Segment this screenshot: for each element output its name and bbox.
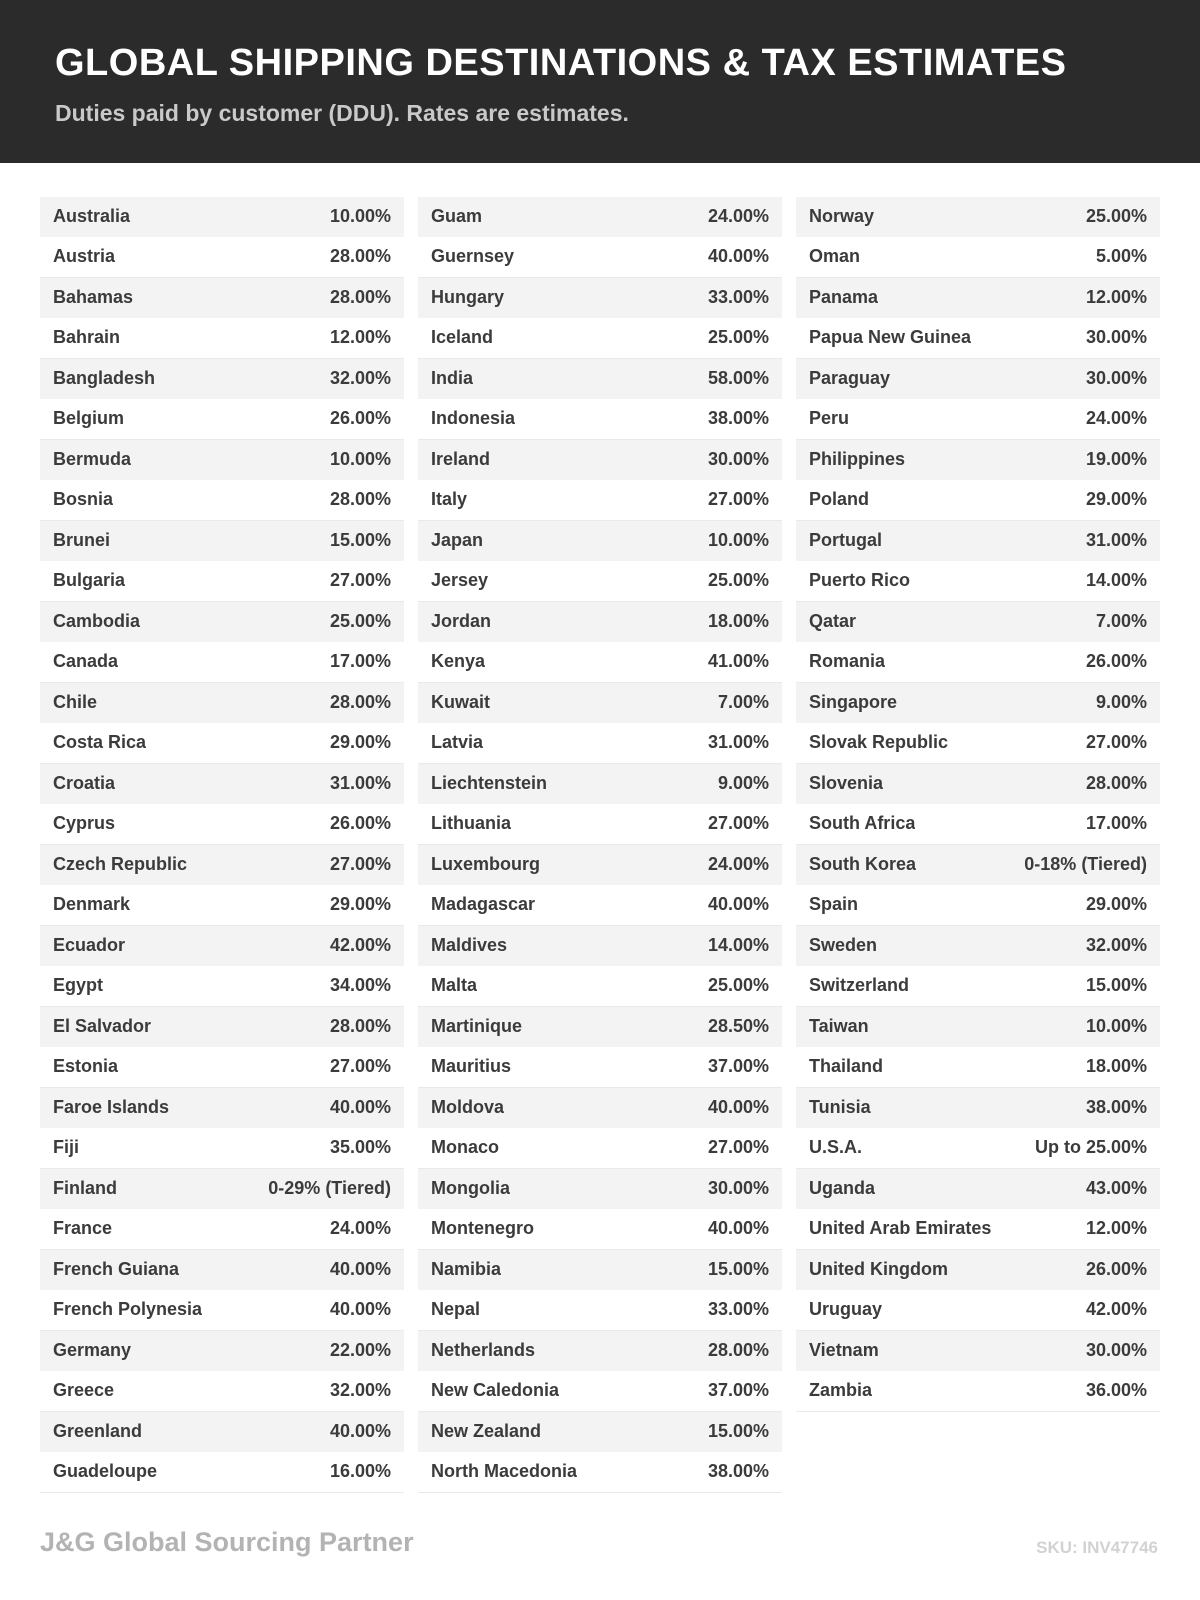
table-row	[796, 318, 1160, 359]
rate-value: 27.00%	[1085, 732, 1147, 753]
table-row	[796, 845, 1160, 886]
table-row	[40, 237, 404, 278]
rate-value: 28.00%	[329, 246, 391, 267]
rate-value: 26.00%	[329, 813, 391, 834]
page-header	[0, 0, 1200, 163]
table-row	[418, 966, 782, 1007]
table-row	[40, 197, 404, 238]
table-row	[40, 602, 404, 643]
country-name: Bulgaria	[53, 570, 126, 591]
country-name: Denmark	[53, 894, 131, 915]
country-name: U.S.A.	[809, 1137, 863, 1158]
rate-value: 31.00%	[329, 772, 391, 793]
country-name: Spain	[809, 894, 859, 915]
rate-value: 33.00%	[707, 1299, 769, 1320]
table-row	[796, 683, 1160, 724]
rate-value: 37.00%	[707, 1380, 769, 1401]
rate-value: 32.00%	[329, 367, 391, 388]
rate-value: 40.00%	[329, 1258, 391, 1279]
rate-value: 30.00%	[707, 448, 769, 469]
rate-value: 36.00%	[1085, 1380, 1147, 1401]
table-row	[796, 1209, 1160, 1250]
table-row	[40, 1047, 404, 1088]
country-name: Guam	[431, 205, 483, 226]
country-name: Mauritius	[431, 1056, 512, 1077]
country-name: Brunei	[53, 529, 111, 550]
country-name: Peru	[809, 408, 850, 429]
rate-value: 16.00%	[329, 1461, 391, 1482]
country-name: Kuwait	[431, 691, 491, 712]
table-row	[40, 359, 404, 400]
table-row	[40, 723, 404, 764]
table-row	[796, 480, 1160, 521]
rate-value: 40.00%	[329, 1096, 391, 1117]
country-name: Jersey	[431, 570, 489, 591]
rate-value: 31.00%	[1085, 529, 1147, 550]
rate-value: 17.00%	[329, 651, 391, 672]
rate-value: 10.00%	[1085, 1015, 1147, 1036]
table-row	[796, 1047, 1160, 1088]
country-name: Iceland	[431, 327, 494, 348]
table-row	[40, 1007, 404, 1048]
table-row	[418, 1007, 782, 1048]
country-name: Germany	[53, 1339, 132, 1360]
table-row	[40, 804, 404, 845]
country-name: Austria	[53, 246, 116, 267]
rate-value: 31.00%	[707, 732, 769, 753]
table-row	[418, 1290, 782, 1331]
rate-value: 35.00%	[329, 1137, 391, 1158]
table-row	[40, 1452, 404, 1493]
rate-value: 32.00%	[1085, 934, 1147, 955]
table-row	[418, 602, 782, 643]
country-name: Liechtenstein	[431, 772, 548, 793]
rate-value: 26.00%	[1085, 651, 1147, 672]
rate-value: 25.00%	[707, 327, 769, 348]
table-row	[418, 561, 782, 602]
page-title: GLOBAL SHIPPING DESTINATIONS & TAX ESTIMATES	[55, 42, 1067, 84]
rate-value: 38.00%	[707, 408, 769, 429]
country-name: Puerto Rico	[809, 570, 911, 591]
rate-value: 9.00%	[717, 772, 769, 793]
table-row	[796, 440, 1160, 481]
country-name: South Korea	[809, 853, 917, 874]
country-name: Martinique	[431, 1015, 523, 1036]
table-row	[796, 723, 1160, 764]
table-row	[418, 1128, 782, 1169]
rate-value: 29.00%	[1085, 489, 1147, 510]
table-row	[418, 642, 782, 683]
country-name: Bangladesh	[53, 367, 156, 388]
country-name: Chile	[53, 691, 98, 712]
table-row	[418, 1209, 782, 1250]
table-row	[40, 318, 404, 359]
rate-value: 28.00%	[707, 1339, 769, 1360]
rate-value: 28.50%	[707, 1015, 769, 1036]
table-row	[418, 278, 782, 319]
table-row	[418, 804, 782, 845]
table-row	[40, 1209, 404, 1250]
rate-value: 40.00%	[707, 1096, 769, 1117]
rate-column	[418, 197, 782, 1493]
country-name: Jordan	[431, 610, 492, 631]
country-name: Estonia	[53, 1056, 119, 1077]
table-row	[40, 278, 404, 319]
country-name: Mongolia	[431, 1177, 510, 1198]
rate-value: 14.00%	[1085, 570, 1147, 591]
table-row	[418, 521, 782, 562]
rate-value: 25.00%	[329, 610, 391, 631]
table-row	[796, 278, 1160, 319]
table-row	[796, 885, 1160, 926]
rate-value: 7.00%	[717, 691, 769, 712]
rate-value: Up to 25.00%	[1034, 1137, 1147, 1158]
country-name: Romania	[809, 651, 886, 672]
country-name: Poland	[809, 489, 870, 510]
table-row	[418, 440, 782, 481]
rate-value: 14.00%	[707, 934, 769, 955]
country-name: Singapore	[809, 691, 898, 712]
rate-value: 25.00%	[707, 975, 769, 996]
rate-value: 32.00%	[329, 1380, 391, 1401]
rate-value: 15.00%	[707, 1420, 769, 1441]
table-row	[418, 1250, 782, 1291]
rate-value: 26.00%	[329, 408, 391, 429]
rate-value: 40.00%	[707, 246, 769, 267]
rate-value: 27.00%	[707, 813, 769, 834]
rate-value: 17.00%	[1085, 813, 1147, 834]
table-row	[40, 642, 404, 683]
rate-value: 27.00%	[329, 1056, 391, 1077]
table-row	[40, 966, 404, 1007]
country-name: Indonesia	[431, 408, 516, 429]
table-row	[418, 1412, 782, 1453]
rate-value: 27.00%	[707, 1137, 769, 1158]
table-row	[418, 845, 782, 886]
table-row	[40, 1128, 404, 1169]
rates-table	[0, 163, 1200, 1493]
table-row	[796, 197, 1160, 238]
country-name: Nepal	[431, 1299, 481, 1320]
rate-value: 12.00%	[329, 327, 391, 348]
rate-value: 34.00%	[329, 975, 391, 996]
rate-column	[796, 197, 1160, 1412]
country-name: Maldives	[431, 934, 508, 955]
table-row	[40, 1371, 404, 1412]
table-row	[418, 480, 782, 521]
rate-value: 33.00%	[707, 286, 769, 307]
table-row	[418, 926, 782, 967]
country-name: Slovak Republic	[809, 732, 949, 753]
country-name: Netherlands	[431, 1339, 536, 1360]
rate-value: 10.00%	[707, 529, 769, 550]
country-name: Australia	[53, 205, 131, 226]
country-name: Ecuador	[53, 934, 126, 955]
country-name: Paraguay	[809, 367, 891, 388]
table-row	[40, 764, 404, 805]
country-name: Panama	[809, 286, 879, 307]
table-row	[40, 1169, 404, 1210]
country-name: United Arab Emirates	[809, 1218, 992, 1239]
country-name: Malta	[431, 975, 478, 996]
country-name: Canada	[53, 651, 119, 672]
country-name: New Caledonia	[431, 1380, 560, 1401]
rate-value: 38.00%	[707, 1461, 769, 1482]
country-name: Bahrain	[53, 327, 121, 348]
rate-value: 40.00%	[707, 1218, 769, 1239]
country-name: Kenya	[431, 651, 486, 672]
rate-value: 24.00%	[1085, 408, 1147, 429]
country-name: Uruguay	[809, 1299, 883, 1320]
table-row	[796, 1331, 1160, 1372]
country-name: Greece	[53, 1380, 115, 1401]
rate-value: 24.00%	[707, 853, 769, 874]
country-name: French Guiana	[53, 1258, 180, 1279]
table-row	[796, 1250, 1160, 1291]
page-footer	[40, 1527, 1158, 1558]
table-row	[796, 926, 1160, 967]
country-name: Czech Republic	[53, 853, 188, 874]
country-name: Slovenia	[809, 772, 884, 793]
country-name: Namibia	[431, 1258, 502, 1279]
rate-value: 43.00%	[1085, 1177, 1147, 1198]
rate-value: 41.00%	[707, 651, 769, 672]
table-row	[40, 885, 404, 926]
rate-value: 7.00%	[1095, 610, 1147, 631]
country-name: Norway	[809, 205, 875, 226]
table-row	[40, 1331, 404, 1372]
country-name: Portugal	[809, 529, 883, 550]
table-row	[40, 521, 404, 562]
rate-value: 38.00%	[1085, 1096, 1147, 1117]
table-row	[418, 399, 782, 440]
rate-column	[40, 197, 404, 1493]
country-name: Ireland	[431, 448, 491, 469]
country-name: El Salvador	[53, 1015, 152, 1036]
country-name: New Zealand	[431, 1420, 542, 1441]
country-name: Zambia	[809, 1380, 873, 1401]
table-row	[40, 845, 404, 886]
rate-value: 10.00%	[329, 448, 391, 469]
table-row	[40, 1412, 404, 1453]
rate-value: 40.00%	[329, 1299, 391, 1320]
table-row	[418, 723, 782, 764]
table-row	[796, 237, 1160, 278]
country-name: Uganda	[809, 1177, 876, 1198]
rate-value: 30.00%	[1085, 1339, 1147, 1360]
table-row	[418, 764, 782, 805]
table-row	[796, 1371, 1160, 1412]
table-row	[40, 1088, 404, 1129]
table-row	[796, 1007, 1160, 1048]
rate-value: 26.00%	[1085, 1258, 1147, 1279]
country-name: Monaco	[431, 1137, 500, 1158]
country-name: Papua New Guinea	[809, 327, 972, 348]
country-name: Cyprus	[53, 813, 116, 834]
table-row	[418, 1169, 782, 1210]
rate-value: 28.00%	[329, 691, 391, 712]
rate-value: 29.00%	[329, 732, 391, 753]
country-name: North Macedonia	[431, 1461, 578, 1482]
rate-value: 9.00%	[1095, 691, 1147, 712]
table-row	[418, 885, 782, 926]
country-name: Italy	[431, 489, 468, 510]
rate-value: 29.00%	[1085, 894, 1147, 915]
table-row	[418, 237, 782, 278]
country-name: Belgium	[53, 408, 125, 429]
country-name: Finland	[53, 1177, 117, 1198]
rate-value: 27.00%	[329, 853, 391, 874]
rate-value: 18.00%	[707, 610, 769, 631]
country-name: Switzerland	[809, 975, 910, 996]
rate-value: 28.00%	[1085, 772, 1147, 793]
rate-value: 12.00%	[1085, 1218, 1147, 1239]
rate-value: 27.00%	[329, 570, 391, 591]
rate-value: 42.00%	[1085, 1299, 1147, 1320]
table-row	[796, 1088, 1160, 1129]
table-row	[40, 926, 404, 967]
rate-value: 58.00%	[707, 367, 769, 388]
table-row	[796, 1169, 1160, 1210]
country-name: Tunisia	[809, 1096, 871, 1117]
table-row	[796, 1128, 1160, 1169]
country-name: Hungary	[431, 286, 505, 307]
country-name: Qatar	[809, 610, 857, 631]
country-name: Philippines	[809, 448, 906, 469]
country-name: Sweden	[809, 934, 878, 955]
rate-value: 40.00%	[707, 894, 769, 915]
table-row	[796, 966, 1160, 1007]
rate-value: 18.00%	[1085, 1056, 1147, 1077]
country-name: India	[431, 367, 474, 388]
rate-value: 19.00%	[1085, 448, 1147, 469]
rate-value: 42.00%	[329, 934, 391, 955]
country-name: Vietnam	[809, 1339, 879, 1360]
country-name: Montenegro	[431, 1218, 534, 1239]
country-name: Cambodia	[53, 610, 141, 631]
table-row	[796, 602, 1160, 643]
rate-value: 30.00%	[1085, 327, 1147, 348]
country-name: Faroe Islands	[53, 1096, 170, 1117]
table-row	[796, 359, 1160, 400]
table-row	[418, 359, 782, 400]
rate-value: 30.00%	[1085, 367, 1147, 388]
country-name: Bahamas	[53, 286, 134, 307]
country-name: Thailand	[809, 1056, 884, 1077]
country-name: Costa Rica	[53, 732, 147, 753]
rate-value: 28.00%	[329, 286, 391, 307]
country-name: Moldova	[431, 1096, 505, 1117]
table-row	[796, 561, 1160, 602]
country-name: Fiji	[53, 1137, 79, 1158]
country-name: Lithuania	[431, 813, 511, 834]
country-name: Guernsey	[431, 246, 515, 267]
rate-value: 25.00%	[707, 570, 769, 591]
country-name: Oman	[809, 246, 861, 267]
rate-value: 12.00%	[1085, 286, 1147, 307]
country-name: France	[53, 1218, 113, 1239]
rate-value: 0-18% (Tiered)	[1024, 853, 1147, 874]
rate-value: 15.00%	[1085, 975, 1147, 996]
table-row	[418, 1047, 782, 1088]
table-row	[418, 683, 782, 724]
rate-value: 24.00%	[707, 205, 769, 226]
rate-value: 25.00%	[1085, 205, 1147, 226]
table-row	[418, 1452, 782, 1493]
table-row	[40, 399, 404, 440]
table-row	[418, 197, 782, 238]
country-name: Croatia	[53, 772, 116, 793]
rate-value: 5.00%	[1095, 246, 1147, 267]
rate-value: 15.00%	[329, 529, 391, 550]
country-name: United Kingdom	[809, 1258, 948, 1279]
table-row	[40, 1290, 404, 1331]
table-row	[418, 1371, 782, 1412]
table-row	[796, 804, 1160, 845]
rate-value: 40.00%	[329, 1420, 391, 1441]
table-row	[418, 1331, 782, 1372]
rate-value: 37.00%	[707, 1056, 769, 1077]
rate-value: 10.00%	[329, 205, 391, 226]
table-row	[796, 521, 1160, 562]
table-row	[40, 683, 404, 724]
rate-value: 28.00%	[329, 489, 391, 510]
table-row	[796, 642, 1160, 683]
rate-value: 29.00%	[329, 894, 391, 915]
country-name: Japan	[431, 529, 484, 550]
table-row	[40, 561, 404, 602]
country-name: Luxembourg	[431, 853, 541, 874]
rate-value: 22.00%	[329, 1339, 391, 1360]
country-name: Egypt	[53, 975, 104, 996]
table-row	[418, 318, 782, 359]
country-name: Greenland	[53, 1420, 143, 1441]
country-name: Bosnia	[53, 489, 114, 510]
table-row	[796, 399, 1160, 440]
table-row	[40, 1250, 404, 1291]
rate-value: 24.00%	[329, 1218, 391, 1239]
table-row	[796, 764, 1160, 805]
rate-value: 27.00%	[707, 489, 769, 510]
country-name: French Polynesia	[53, 1299, 203, 1320]
rate-value: 0-29% (Tiered)	[268, 1177, 391, 1198]
page-subtitle: Duties paid by customer (DDU). Rates are estimates.	[55, 99, 629, 126]
country-name: South Africa	[809, 813, 916, 834]
table-row	[796, 1290, 1160, 1331]
rate-value: 15.00%	[707, 1258, 769, 1279]
country-name: Latvia	[431, 732, 484, 753]
table-row	[418, 1088, 782, 1129]
country-name: Madagascar	[431, 894, 536, 915]
rate-value: 28.00%	[329, 1015, 391, 1036]
country-name: Taiwan	[809, 1015, 869, 1036]
rate-value: 30.00%	[707, 1177, 769, 1198]
brand-name: J&G Global Sourcing Partner	[40, 1527, 414, 1557]
country-name: Bermuda	[53, 448, 132, 469]
table-row	[40, 440, 404, 481]
sku-label: SKU: INV47746	[1036, 1538, 1158, 1557]
table-row	[40, 480, 404, 521]
country-name: Guadeloupe	[53, 1461, 158, 1482]
